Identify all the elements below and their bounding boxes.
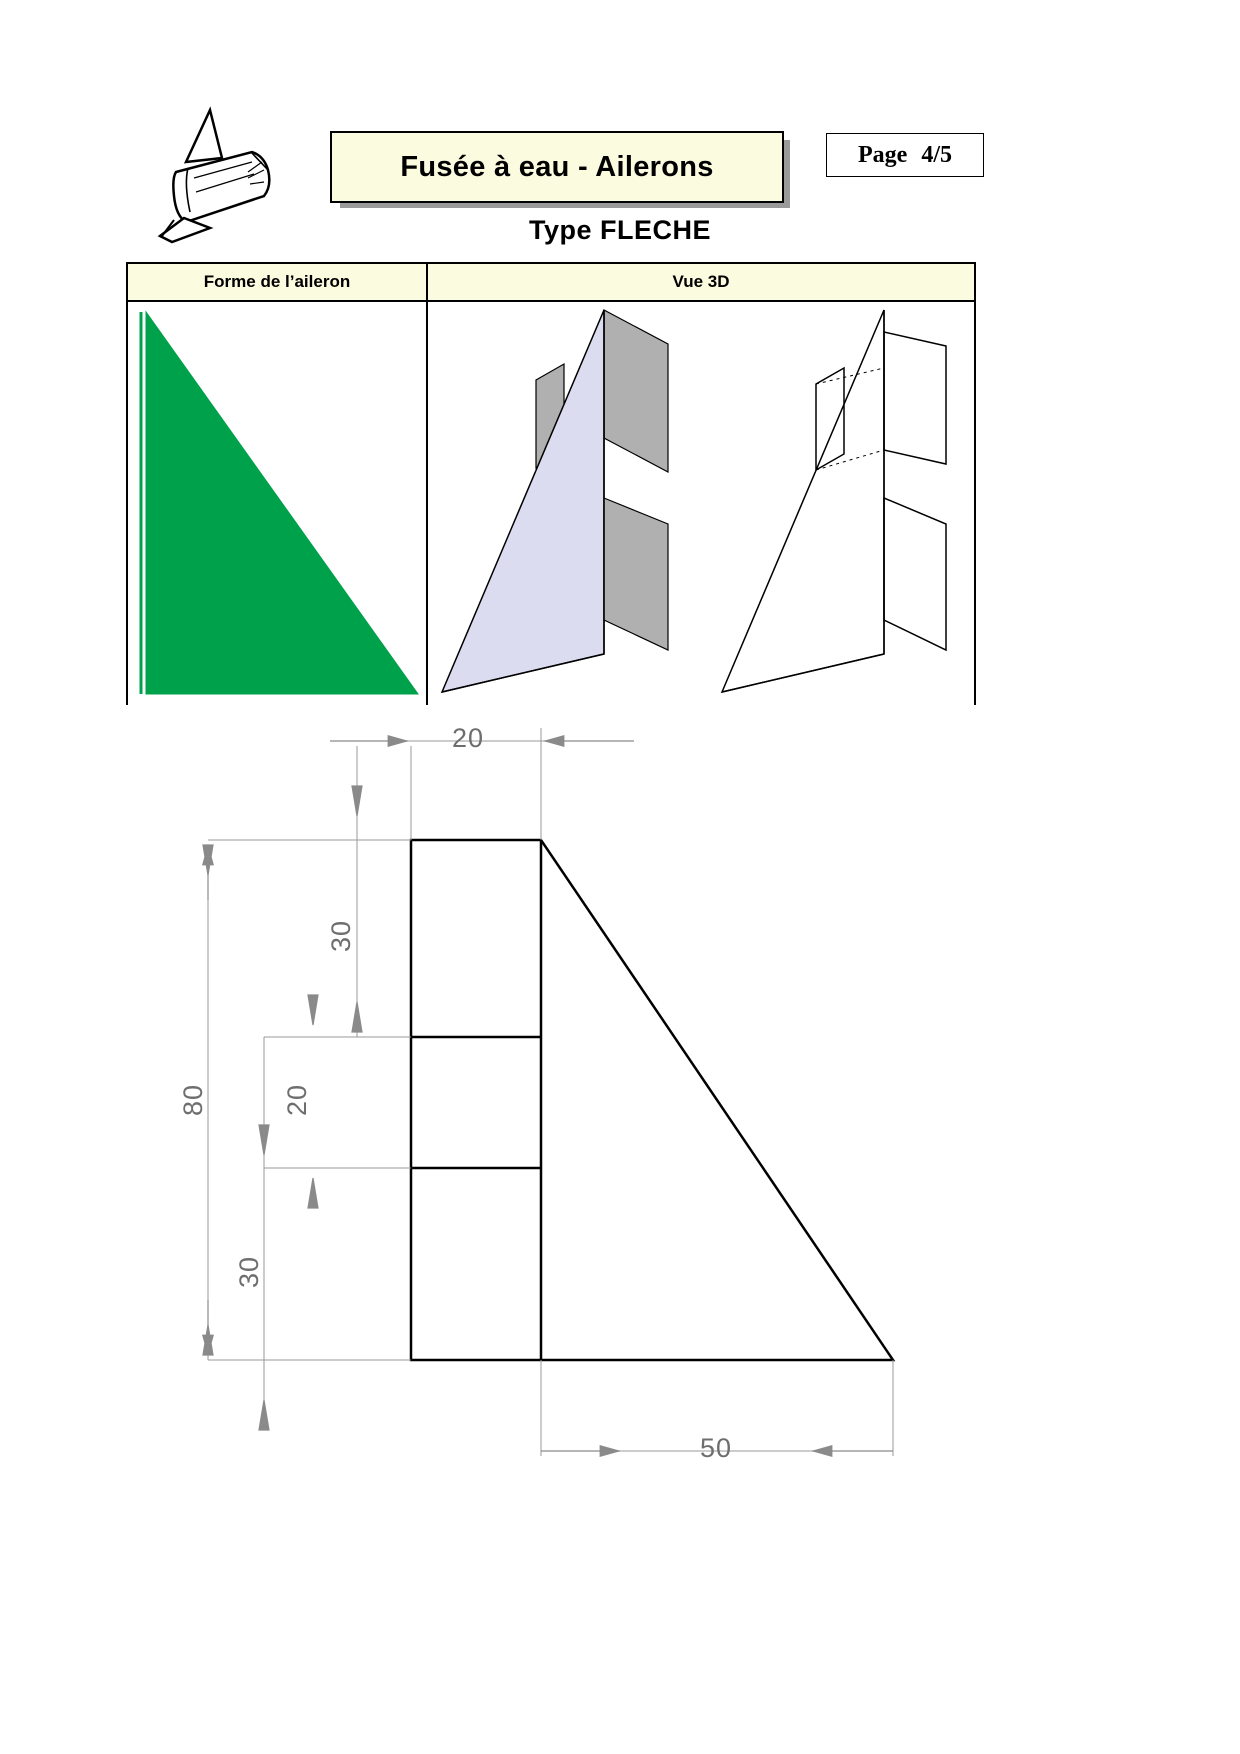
dim-label-segment-bottom: 30: [234, 1255, 264, 1289]
dim-label-bottom-width: 50: [699, 1433, 733, 1464]
fin-outline: [411, 840, 893, 1360]
page-subtitle: Type FLECHE: [528, 215, 711, 245]
table-header-row: [128, 264, 974, 302]
table-body-row: [128, 302, 974, 705]
column-header-3d-view: Vue 3D: [428, 264, 974, 300]
page-number-box: [826, 133, 984, 177]
dimensioned-drawing: [0, 700, 1240, 1500]
dim-label-total-height: 80: [178, 1083, 208, 1117]
column-header-fin-shape: Forme de l’aileron: [128, 264, 428, 300]
cell-3d-view: [428, 302, 974, 705]
page-value: 4/5: [921, 141, 952, 168]
page-title: Fusée à eau - Ailerons: [400, 150, 714, 183]
green-triangle-fin-shape: [128, 302, 426, 701]
two-3d-fin-views: [428, 302, 972, 701]
dim-label-top-width: 20: [451, 723, 485, 754]
dim-label-segment-top: 30: [326, 919, 356, 953]
dim-label-segment-middle: 20: [282, 1083, 312, 1117]
page-label: Page: [858, 141, 908, 168]
fin-table: [126, 262, 976, 705]
title-box: [330, 131, 784, 203]
cell-fin-shape: [128, 302, 428, 705]
